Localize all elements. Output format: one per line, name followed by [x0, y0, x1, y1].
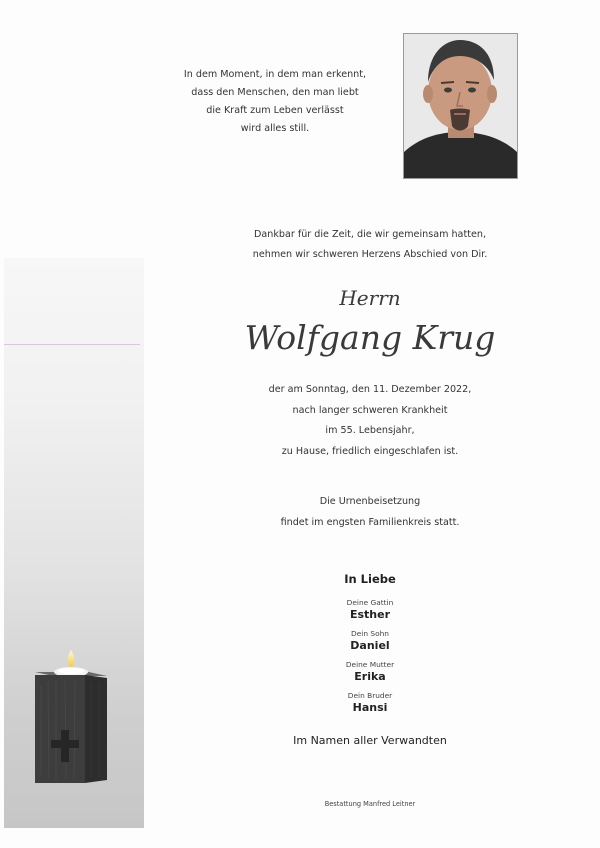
death-notice — [200, 380, 540, 462]
portrait-image-icon — [404, 34, 517, 178]
family-member — [200, 691, 540, 715]
burial-notice — [200, 492, 540, 533]
burial-line: Die Urnenbeisetzung — [319, 496, 421, 507]
family-relation: Dein Bruder — [347, 691, 393, 700]
family-name: Esther — [349, 608, 391, 621]
portrait-photo — [403, 33, 518, 179]
death-notice-line: der am Sonntag, den 11. Dezember 2022, — [268, 384, 472, 395]
memorial-quote — [160, 66, 390, 138]
memorial-candle-icon — [33, 650, 109, 785]
quote-line: dass den Menschen, den man liebt — [191, 87, 359, 98]
family-list — [200, 598, 540, 722]
quote-line: wird alles still. — [240, 123, 310, 134]
death-notice-line: nach langer schweren Krankheit — [292, 404, 448, 416]
family-relation: Deine Mutter — [345, 660, 395, 669]
decorative-line — [4, 344, 140, 345]
death-notice-line: im 55. Lebensjahr, — [325, 425, 415, 436]
burial-line: findet im engsten Familienkreis statt. — [280, 516, 460, 528]
quote-line: In dem Moment, in dem man erkennt, — [183, 69, 367, 80]
family-relation: Dein Sohn — [351, 629, 389, 638]
family-relation: Deine Gattin — [346, 598, 394, 607]
quote-line: die Kraft zum Leben verlässt — [206, 105, 344, 116]
all-relatives-text: Im Namen aller Verwandten — [293, 734, 447, 747]
family-name: Erika — [354, 670, 386, 683]
family-name: Daniel — [350, 639, 390, 652]
funeral-home: Bestattung Manfred Leitner — [324, 800, 416, 808]
family-member — [200, 629, 540, 653]
family-name: Hansi — [352, 701, 388, 714]
in-liebe-heading: In Liebe — [344, 572, 396, 586]
gratitude-line: Dankbar für die Zeit, die wir gemeinsam hatten, — [253, 229, 486, 240]
family-member — [200, 660, 540, 684]
salutation: Herrn — [339, 286, 401, 310]
gratitude-text — [200, 225, 540, 265]
family-member — [200, 598, 540, 622]
deceased-name: Wolfgang Krug — [244, 318, 496, 357]
gratitude-line: nehmen wir schweren Herzens Abschied von Dir. — [252, 249, 488, 260]
death-notice-line: zu Hause, friedlich eingeschlafen ist. — [281, 445, 459, 457]
